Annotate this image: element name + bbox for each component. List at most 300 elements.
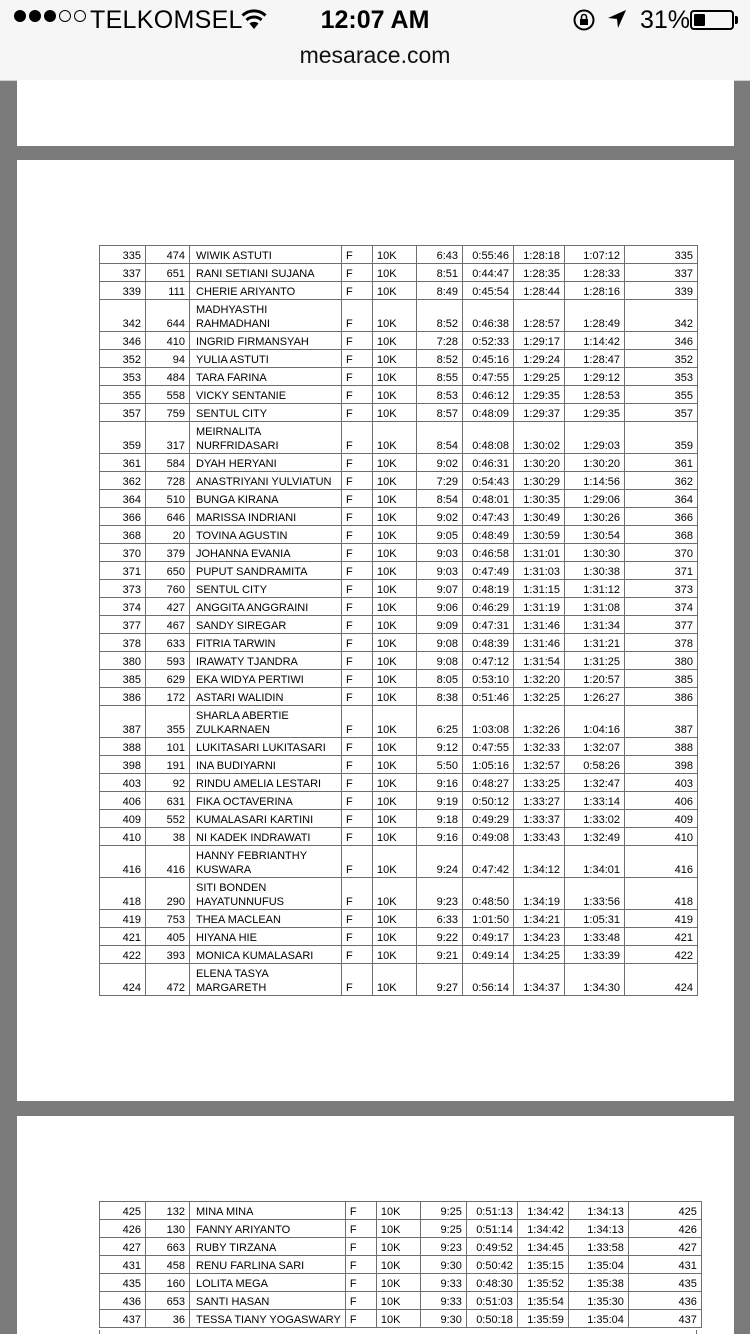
table-row [100,246,698,264]
cell-bib: 728 [146,472,190,490]
cell-gun-time: 1:33:27 [514,792,565,810]
cell-bib: 427 [146,598,190,616]
cell-gun-time: 1:34:45 [517,1238,568,1256]
cell-pace: 9:33 [420,1292,466,1310]
cell-rank: 418 [625,878,698,910]
cell-category: 10K [373,246,417,264]
cell-chip-time: 1:29:03 [565,422,625,454]
cell-split: 0:51:03 [466,1292,517,1310]
cell-gender: F [342,508,373,526]
cell-gun-time: 1:34:21 [514,910,565,928]
cell-name: HIYANA HIE [190,928,342,946]
cell-chip-time: 1:04:16 [565,706,625,738]
cell-name: RUBY TIRZANA [190,1238,346,1256]
cell-name: HANNY FEBRIANTHY KUSWARA [190,846,342,878]
table-row [100,828,698,846]
clock: 12:07 AM [320,6,430,34]
cell-name: FIKA OCTAVERINA [190,792,342,810]
cell-rank: 427 [628,1238,701,1256]
address-bar[interactable]: mesarace.com [299,42,451,68]
cell-bib: 653 [146,1292,190,1310]
cell-place: 361 [100,454,146,472]
cell-category: 10K [373,828,417,846]
cell-pace: 9:24 [417,846,463,878]
cell-rank: 386 [625,688,698,706]
cell-bib: 484 [146,368,190,386]
cell-place: 406 [100,792,146,810]
cell-bib: 111 [146,282,190,300]
table-row [100,1274,702,1292]
cell-gender: F [342,544,373,562]
cell-category: 10K [373,526,417,544]
cell-split: 0:48:01 [463,490,514,508]
cell-gender: F [342,490,373,508]
cell-chip-time: 1:28:47 [565,350,625,368]
cell-chip-time: 1:33:39 [565,946,625,964]
cell-gun-time: 1:31:01 [514,544,565,562]
cell-gun-time: 1:30:29 [514,472,565,490]
cell-gender: F [342,846,373,878]
cell-gender: F [342,404,373,422]
cell-rank: 366 [625,508,698,526]
cell-category: 10K [373,454,417,472]
table-row [100,946,698,964]
cell-bib: 753 [146,910,190,928]
cell-place: 427 [100,1238,146,1256]
cell-gun-time: 1:33:25 [514,774,565,792]
table-row [100,454,698,472]
cell-name: RENU FARLINA SARI [190,1256,346,1274]
cell-gender: F [342,688,373,706]
cell-split: 0:48:39 [463,634,514,652]
cell-name: ELENA TASYA MARGARETH [190,964,342,996]
table-row [100,526,698,544]
cell-gun-time: 1:31:54 [514,652,565,670]
table-row [100,964,698,996]
table-row [100,688,698,706]
cell-pace: 9:23 [420,1238,466,1256]
cell-split: 1:03:08 [463,706,514,738]
cell-gender: F [342,878,373,910]
cell-name: SENTUL CITY [190,404,342,422]
cell-chip-time: 1:28:53 [565,386,625,404]
cell-place: 387 [100,706,146,738]
cell-place: 425 [100,1202,146,1220]
cell-gender: F [342,928,373,946]
cell-chip-time: 1:30:20 [565,454,625,472]
cell-gun-time: 1:34:42 [517,1220,568,1238]
cell-pace: 6:25 [417,706,463,738]
cell-rank: 406 [625,792,698,810]
cell-gun-time: 1:30:20 [514,454,565,472]
cell-place: 342 [100,300,146,332]
cell-rank: 373 [625,580,698,598]
cell-place: 380 [100,652,146,670]
cell-gender: F [342,526,373,544]
cell-split: 0:46:12 [463,386,514,404]
cell-rank: 357 [625,404,698,422]
cell-pace: 8:55 [417,368,463,386]
cell-rank: 355 [625,386,698,404]
cell-chip-time: 1:28:33 [565,264,625,282]
cell-gun-time: 1:28:18 [514,246,565,264]
cell-pace: 9:02 [417,454,463,472]
cell-gender: F [342,580,373,598]
table-row [100,404,698,422]
cell-chip-time: 1:32:07 [565,738,625,756]
cell-category: 10K [376,1220,420,1238]
cell-name: PUPUT SANDRAMITA [190,562,342,580]
cell-gun-time: 1:34:25 [514,946,565,964]
cell-chip-time: 1:34:30 [565,964,625,996]
cell-chip-time: 1:28:49 [565,300,625,332]
table-row [100,1202,702,1220]
cell-rank: 335 [625,246,698,264]
cell-pace: 9:16 [417,828,463,846]
cell-split: 0:45:54 [463,282,514,300]
cell-name: LUKITASARI LUKITASARI [190,738,342,756]
cell-pace: 7:29 [417,472,463,490]
cell-gender: F [342,946,373,964]
cell-chip-time: 1:33:14 [565,792,625,810]
cell-place: 421 [100,928,146,946]
cell-split: 0:54:43 [463,472,514,490]
table-row [100,846,698,878]
cell-place: 418 [100,878,146,910]
cell-chip-time: 1:35:04 [568,1256,628,1274]
cell-place: 370 [100,544,146,562]
location-arrow-icon [606,8,628,35]
cell-bib: 416 [146,846,190,878]
cell-chip-time: 1:31:21 [565,634,625,652]
cell-name: WIWIK ASTUTI [190,246,342,264]
cell-rank: 409 [625,810,698,828]
cell-pace: 9:21 [417,946,463,964]
cell-place: 359 [100,422,146,454]
cell-split: 0:52:33 [463,332,514,350]
cell-pace: 9:06 [417,598,463,616]
cell-bib: 38 [146,828,190,846]
cell-split: 0:49:52 [466,1238,517,1256]
cell-bib: 629 [146,670,190,688]
cell-gender: F [345,1256,376,1274]
cell-name: RINDU AMELIA LESTARI [190,774,342,792]
cell-place: 386 [100,688,146,706]
cell-chip-time: 1:14:56 [565,472,625,490]
cell-gun-time: 1:29:24 [514,350,565,368]
cell-place: 388 [100,738,146,756]
cell-split: 0:51:13 [466,1202,517,1220]
cell-name: TESSA TIANY YOGASWARY [190,1310,346,1328]
cell-category: 10K [373,910,417,928]
table-row [100,878,698,910]
cell-category: 10K [373,490,417,508]
cell-gender: F [342,756,373,774]
cell-rank: 378 [625,634,698,652]
cell-place: 436 [100,1292,146,1310]
cell-pace: 9:19 [417,792,463,810]
cell-category: 10K [373,562,417,580]
cell-pace: 9:07 [417,580,463,598]
cell-pace: 8:52 [417,350,463,368]
table-row [100,1238,702,1256]
cell-category: 10K [373,756,417,774]
cell-pace: 5:50 [417,756,463,774]
table-row [100,332,698,350]
table-row [100,1310,702,1328]
cell-bib: 405 [146,928,190,946]
cell-gender: F [342,828,373,846]
cell-pace: 9:02 [417,508,463,526]
table-row [100,1292,702,1310]
cell-gender: F [342,670,373,688]
cell-place: 362 [100,472,146,490]
cell-bib: 317 [146,422,190,454]
cell-rank: 431 [628,1256,701,1274]
cell-gun-time: 1:30:59 [514,526,565,544]
cell-split: 0:47:31 [463,616,514,634]
cell-name: MINA MINA [190,1202,346,1220]
battery-tip [735,16,738,24]
cell-pace: 9:08 [417,652,463,670]
cell-name: SHARLA ABERTIE ZULKARNAEN [190,706,342,738]
cell-bib: 552 [146,810,190,828]
cell-category: 10K [376,1238,420,1256]
cell-gender: F [342,350,373,368]
cell-category: 10K [376,1274,420,1292]
cell-pace: 9:25 [420,1220,466,1238]
table-row [100,386,698,404]
cell-category: 10K [373,946,417,964]
cell-category: 10K [373,928,417,946]
cell-category: 10K [373,846,417,878]
cell-name: DYAH HERYANI [190,454,342,472]
cell-rank: 387 [625,706,698,738]
cell-place: 377 [100,616,146,634]
cell-split: 0:48:19 [463,580,514,598]
cell-pace: 8:54 [417,422,463,454]
cell-pace: 6:43 [417,246,463,264]
cell-name: MONICA KUMALASARI [190,946,342,964]
cell-place: 371 [100,562,146,580]
cell-split: 0:47:49 [463,562,514,580]
table-row [100,350,698,368]
cell-gun-time: 1:34:23 [514,928,565,946]
cell-category: 10K [373,404,417,422]
cell-name: EKA WIDYA PERTIWI [190,670,342,688]
cell-gun-time: 1:30:02 [514,422,565,454]
cell-bib: 472 [146,964,190,996]
cell-category: 10K [373,508,417,526]
cell-split: 0:44:47 [463,264,514,282]
cell-split: 0:49:14 [463,946,514,964]
cell-place: 398 [100,756,146,774]
cell-category: 10K [373,652,417,670]
cell-gun-time: 1:28:57 [514,300,565,332]
cell-place: 422 [100,946,146,964]
cell-chip-time: 1:20:57 [565,670,625,688]
cell-pace: 9:05 [417,526,463,544]
cell-bib: 132 [146,1202,190,1220]
cell-rank: 424 [625,964,698,996]
cell-rank: 353 [625,368,698,386]
cell-chip-time: 1:33:48 [565,928,625,946]
cell-chip-time: 1:14:42 [565,332,625,350]
cell-bib: 650 [146,562,190,580]
table-row [100,652,698,670]
cell-place: 416 [100,846,146,878]
cell-split: 0:48:49 [463,526,514,544]
cell-name: INA BUDIYARNI [190,756,342,774]
table-row [100,472,698,490]
cell-split: 0:50:12 [463,792,514,810]
table-row [100,810,698,828]
cell-pace: 9:27 [417,964,463,996]
cell-place: 335 [100,246,146,264]
cell-place: 378 [100,634,146,652]
table-row [100,928,698,946]
cell-split: 0:46:38 [463,300,514,332]
cell-place: 409 [100,810,146,828]
cell-rank: 342 [625,300,698,332]
cell-pace: 9:03 [417,562,463,580]
cell-gun-time: 1:35:59 [517,1310,568,1328]
cell-chip-time: 1:07:12 [565,246,625,264]
cell-category: 10K [373,350,417,368]
cell-split: 0:48:50 [463,878,514,910]
cell-pace: 9:30 [420,1310,466,1328]
carrier-name: TELKOMSEL [90,6,243,34]
cell-rank: 403 [625,774,698,792]
cell-category: 10K [373,616,417,634]
cell-pace: 8:05 [417,670,463,688]
cell-gun-time: 1:31:15 [514,580,565,598]
cell-gender: F [342,774,373,792]
cell-name: MADHYASTHI RAHMADHANI [190,300,342,332]
cell-gender: F [345,1220,376,1238]
table-row [100,616,698,634]
cell-pace: 8:54 [417,490,463,508]
cell-gun-time: 1:29:17 [514,332,565,350]
cell-gun-time: 1:28:44 [514,282,565,300]
cell-gun-time: 1:34:12 [514,846,565,878]
cell-pace: 7:28 [417,332,463,350]
cell-split: 0:48:08 [463,422,514,454]
cell-pace: 9:09 [417,616,463,634]
cell-gun-time: 1:35:52 [517,1274,568,1292]
cell-place: 435 [100,1274,146,1292]
cell-gun-time: 1:32:33 [514,738,565,756]
cell-place: 426 [100,1220,146,1238]
cell-bib: 759 [146,404,190,422]
table-continuation [99,1330,697,1334]
cell-category: 10K [376,1256,420,1274]
cell-gender: F [342,652,373,670]
cell-pace: 9:22 [417,928,463,946]
cell-bib: 393 [146,946,190,964]
cell-gun-time: 1:34:19 [514,878,565,910]
cell-category: 10K [373,774,417,792]
cell-category: 10K [373,472,417,490]
cell-place: 368 [100,526,146,544]
cell-bib: 92 [146,774,190,792]
cell-category: 10K [373,264,417,282]
cell-bib: 130 [146,1220,190,1238]
cell-place: 424 [100,964,146,996]
cell-name: ANASTRIYANI YULVIATUN [190,472,342,490]
cell-bib: 458 [146,1256,190,1274]
cell-split: 0:49:08 [463,828,514,846]
table-row [100,1220,702,1238]
cell-bib: 290 [146,878,190,910]
cell-rank: 362 [625,472,698,490]
cell-name: VICKY SENTANIE [190,386,342,404]
cell-name: SANDY SIREGAR [190,616,342,634]
cell-gun-time: 1:32:26 [514,706,565,738]
cell-rank: 426 [628,1220,701,1238]
table-row [100,490,698,508]
cell-gender: F [342,598,373,616]
cell-pace: 9:03 [417,544,463,562]
cell-pace: 9:08 [417,634,463,652]
cell-name: SITI BONDEN HAYATUNNUFUS [190,878,342,910]
cell-gun-time: 1:32:25 [514,688,565,706]
cell-gender: F [342,264,373,282]
cell-gun-time: 1:29:25 [514,368,565,386]
cell-rank: 385 [625,670,698,688]
cell-name: FANNY ARIYANTO [190,1220,346,1238]
cell-rank: 339 [625,282,698,300]
cell-gun-time: 1:32:20 [514,670,565,688]
cell-name: JOHANNA EVANIA [190,544,342,562]
cell-place: 403 [100,774,146,792]
cell-split: 0:47:43 [463,508,514,526]
cell-gun-time: 1:35:54 [517,1292,568,1310]
cell-name: FITRIA TARWIN [190,634,342,652]
cell-rank: 421 [625,928,698,946]
cell-split: 0:49:29 [463,810,514,828]
cell-place: 355 [100,386,146,404]
cell-pace: 8:38 [417,688,463,706]
cell-name: YULIA ASTUTI [190,350,342,368]
cell-split: 0:46:58 [463,544,514,562]
cell-category: 10K [373,738,417,756]
cell-pace: 9:33 [420,1274,466,1292]
cell-chip-time: 1:34:13 [568,1202,628,1220]
cell-rank: 364 [625,490,698,508]
cell-place: 346 [100,332,146,350]
cell-gender: F [342,964,373,996]
battery-percent: 31% [640,6,691,34]
cell-gun-time: 1:28:35 [514,264,565,282]
cell-gender: F [345,1292,376,1310]
cell-category: 10K [373,810,417,828]
cell-name: NI KADEK INDRAWATI [190,828,342,846]
cell-rank: 352 [625,350,698,368]
cell-bib: 101 [146,738,190,756]
cell-gun-time: 1:35:15 [517,1256,568,1274]
cell-bib: 20 [146,526,190,544]
cell-place: 339 [100,282,146,300]
cell-chip-time: 1:33:58 [568,1238,628,1256]
cell-rank: 337 [625,264,698,282]
cell-chip-time: 1:29:35 [565,404,625,422]
cell-rank: 370 [625,544,698,562]
cell-place: 410 [100,828,146,846]
cell-category: 10K [373,332,417,350]
cell-rank: 410 [625,828,698,846]
cell-pace: 8:52 [417,300,463,332]
